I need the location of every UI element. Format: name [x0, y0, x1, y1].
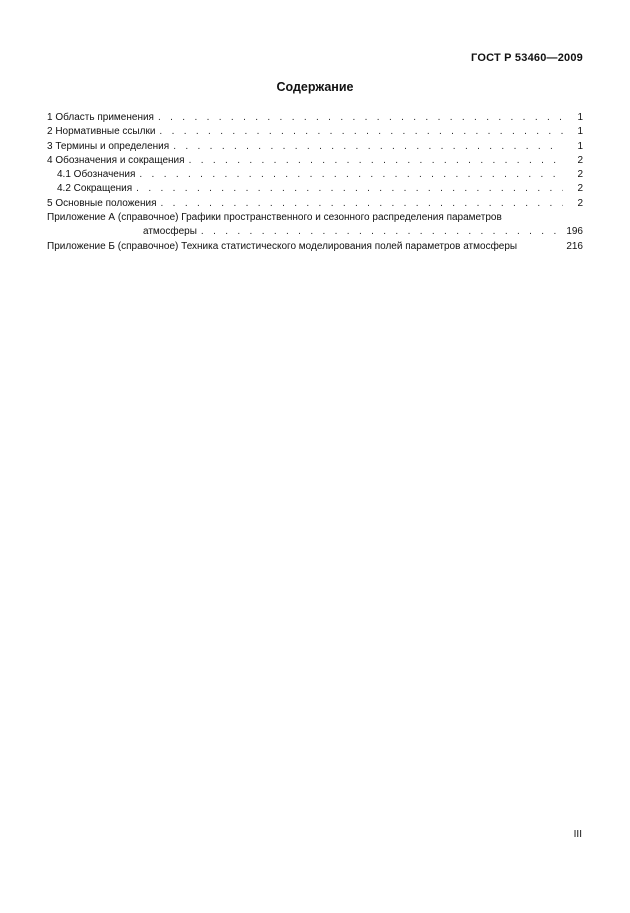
toc-entry-label: 4.1 Обозначения: [57, 169, 136, 181]
toc-entry-page: 2: [577, 197, 583, 209]
toc-entry-references[interactable]: [47, 125, 583, 139]
table-of-contents: [47, 111, 583, 254]
toc-entry-page: 1: [577, 126, 583, 138]
page-number: III: [573, 829, 582, 840]
toc-entry-designations[interactable]: [47, 154, 583, 168]
dot-leader: [136, 182, 563, 196]
toc-entry-main-provisions[interactable]: [47, 197, 583, 211]
toc-entry-label: 4.2 Сокращения: [57, 183, 133, 195]
toc-entry-page: 2: [577, 183, 583, 195]
toc-entry-appendix-b[interactable]: [47, 240, 583, 254]
toc-entry-symbols[interactable]: [47, 168, 583, 182]
toc-entry-label: атмосферы: [143, 226, 197, 238]
toc-entry-label: 5 Основные положения: [47, 197, 157, 209]
toc-entry-scope[interactable]: [47, 111, 583, 125]
dot-leader: [161, 197, 564, 211]
dot-leader: [139, 168, 563, 182]
page-title: Содержание: [276, 80, 354, 94]
dot-leader: [189, 154, 563, 168]
standard-code: ГОСТ Р 53460—2009: [471, 52, 583, 64]
toc-entry-page: 1: [577, 140, 583, 152]
toc-entry-terms[interactable]: [47, 140, 583, 154]
toc-entry-label: 4 Обозначения и сокращения: [47, 154, 185, 166]
toc-entry-page: 2: [577, 169, 583, 181]
toc-entry-page: 216: [566, 240, 583, 252]
toc-entry-label: 1 Область применения: [47, 112, 154, 123]
dot-leader: [173, 140, 563, 154]
toc-entry-label: 3 Термины и определения: [47, 140, 170, 152]
toc-entry-page: 2: [577, 154, 583, 166]
toc-entry-abbreviations[interactable]: [47, 182, 583, 196]
toc-entry-label: 2 Нормативные ссылки: [47, 126, 156, 138]
toc-entry-label: Приложение А (справочное) Графики пространственного и сезонного распределения параметров: [47, 212, 502, 224]
toc-entry-appendix-a-continuation[interactable]: [47, 225, 583, 239]
dot-leader: [201, 225, 560, 239]
dot-leader: [159, 125, 563, 139]
toc-entry-page: 196: [566, 226, 583, 238]
toc-entry-page: 1: [577, 112, 583, 123]
toc-entry-appendix-a[interactable]: [47, 211, 583, 225]
toc-entry-label: Приложение Б (справочное) Техника статистического моделирования полей параметров атмосферы: [47, 240, 518, 252]
dot-leader: [158, 111, 563, 125]
